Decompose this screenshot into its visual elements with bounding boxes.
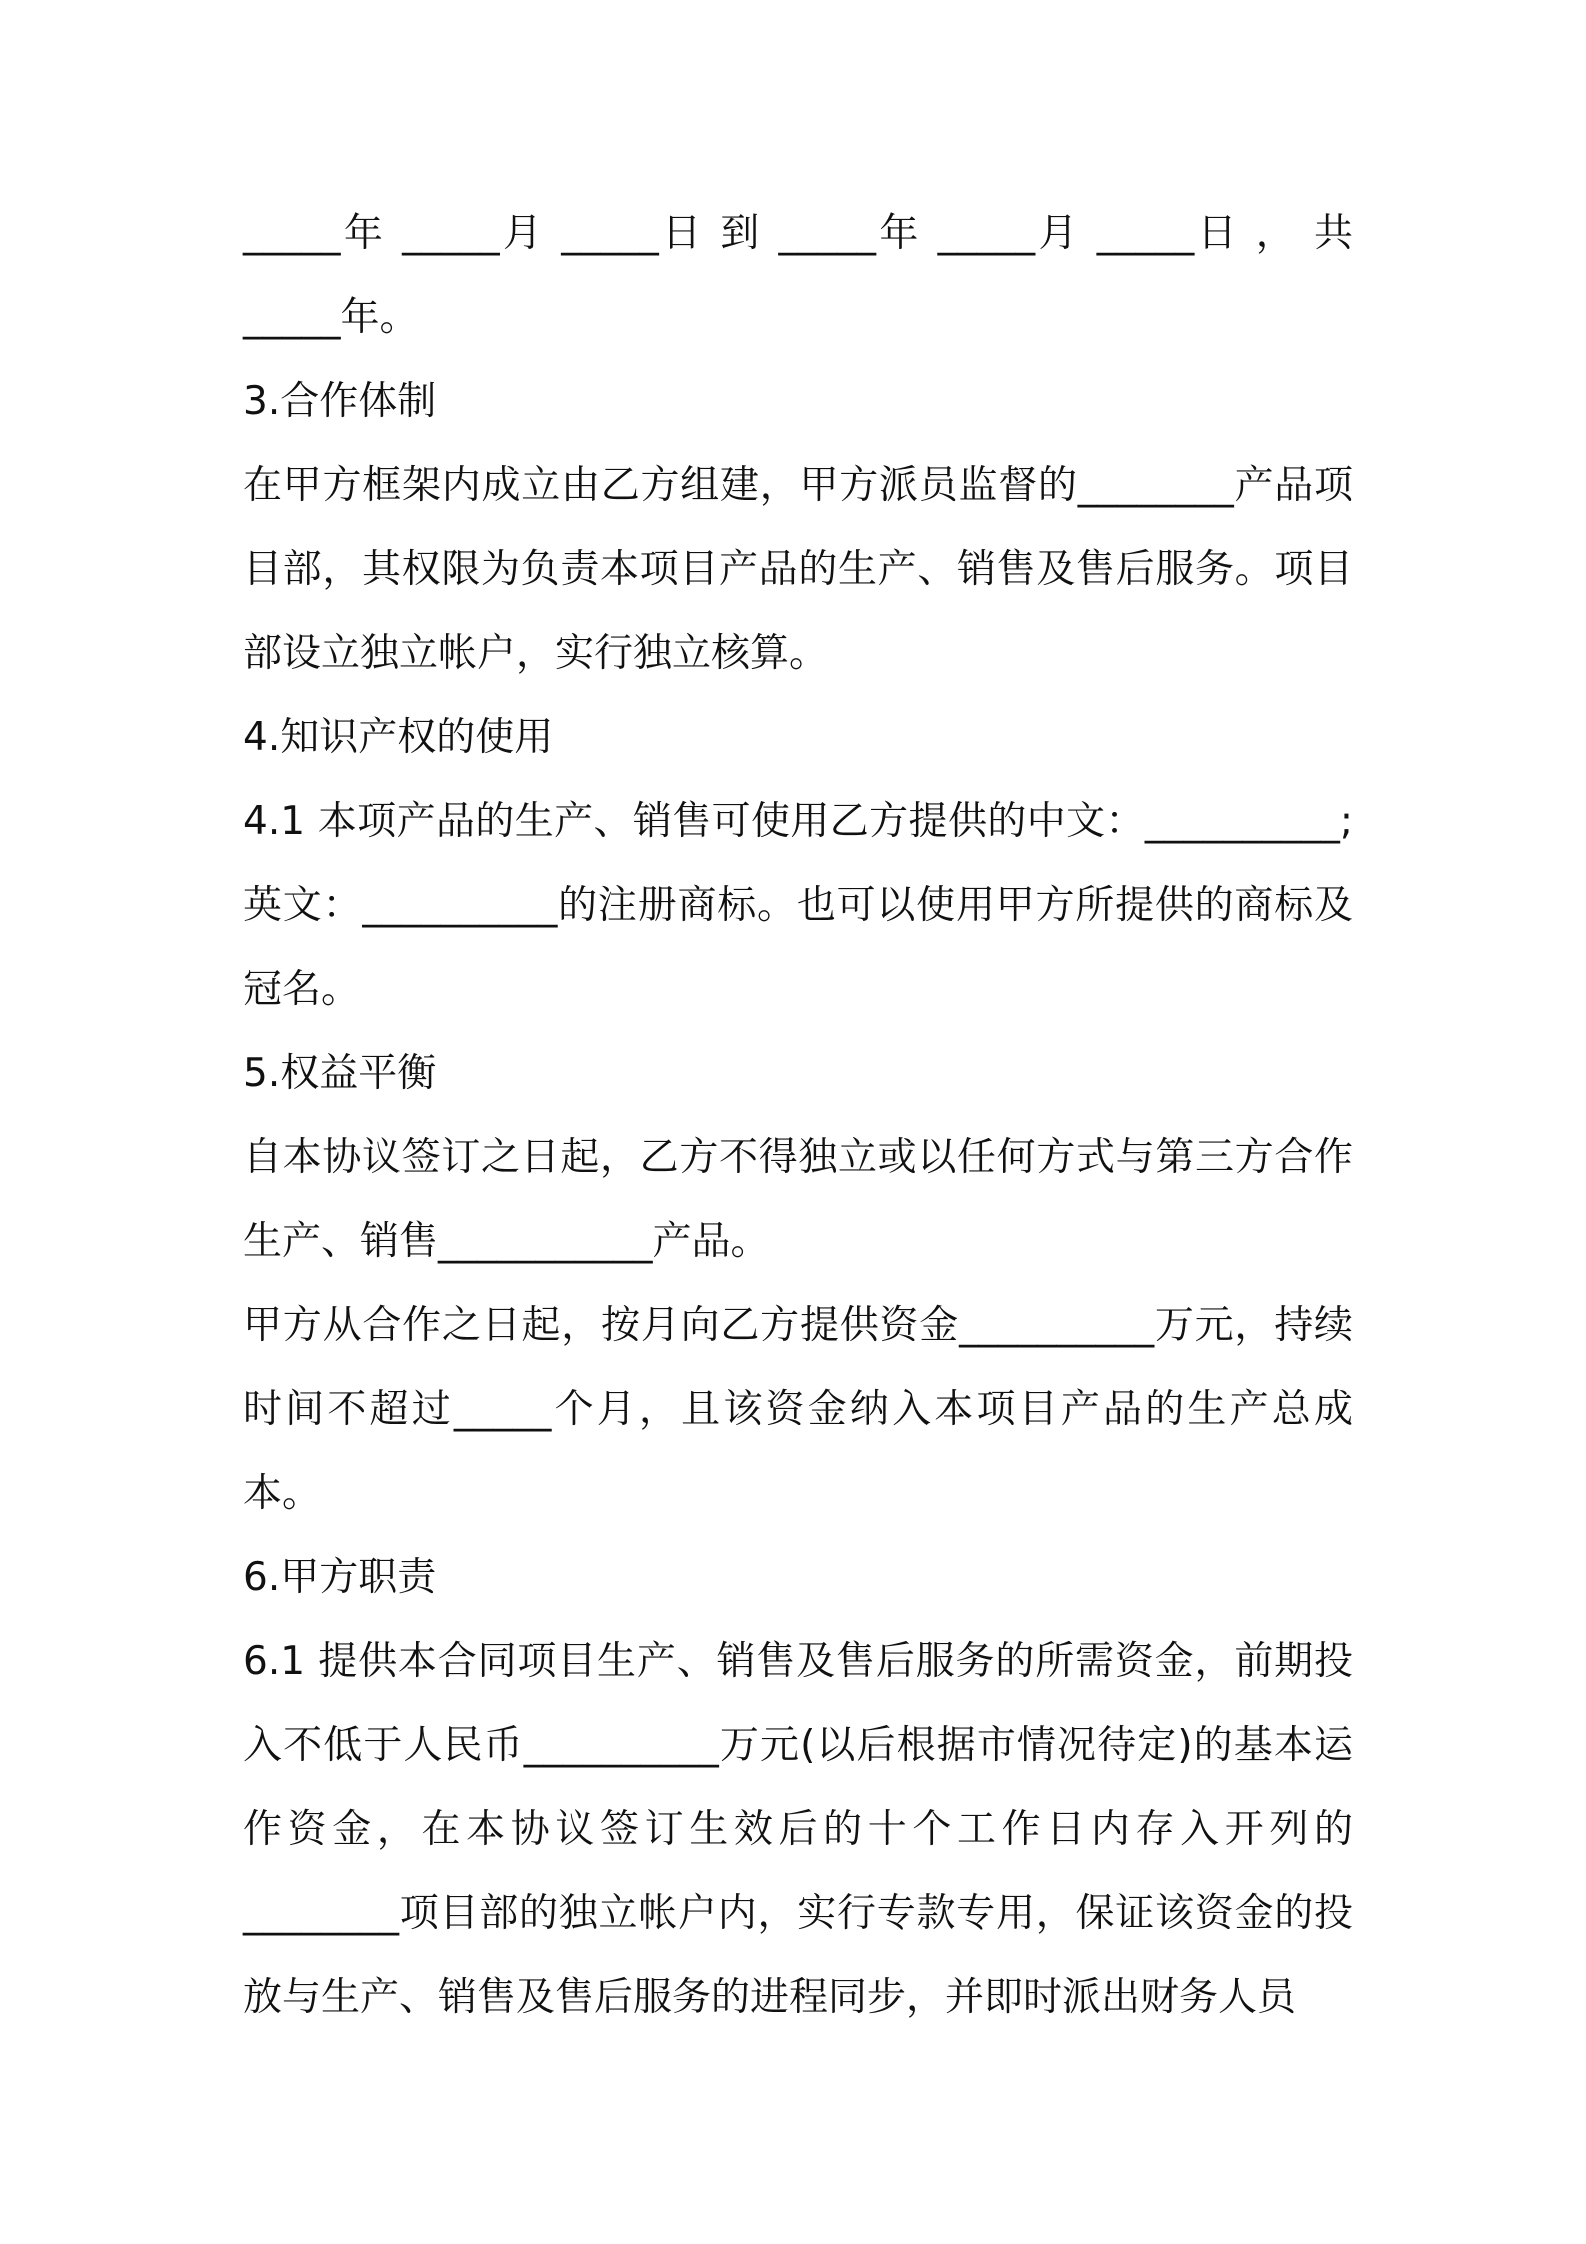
section-5-body-2: 甲方从合作之日起，按月向乙方提供资金__________万元，持续时间不超过_____个月，且该资金纳入本项目产品的生产总成本。 — [243, 1303, 1353, 1516]
section-3-heading: 3.合作体制 — [243, 379, 437, 424]
duration-line: _____年。 — [243, 295, 419, 340]
section-4-body: 4.1 本项产品的生产、销售可使用乙方提供的中文：__________;英文：__________的注册商标。也可以使用甲方所提供的商标及冠名。 — [243, 799, 1353, 1012]
section-4-heading: 4.知识产权的使用 — [243, 715, 554, 760]
document-body — [243, 192, 1353, 2040]
section-6-heading: 6.甲方职责 — [243, 1555, 437, 1600]
section-5-heading: 5.权益平衡 — [243, 1051, 437, 1096]
section-6-body: 6.1 提供本合同项目生产、销售及售后服务的所需资金，前期投入不低于人民币__________万元(以后根据市情况待定)的基本运作资金，在本协议签订生效后的十个工作日内存入开列的________项目部的独立帐户内，实行专款专用，保证该资金的投放与生产、销售及售后服务的进程同步，并即时派出财务人员 — [243, 1639, 1353, 2020]
section-5-body-1: 自本协议签订之日起，乙方不得独立或以任何方式与第三方合作生产、销售___________产品。 — [243, 1135, 1353, 1264]
section-3-body: 在甲方框架内成立由乙方组建，甲方派员监督的________产品项目部，其权限为负责本项目产品的生产、销售及售后服务。项目部设立独立帐户，实行独立核算。 — [243, 463, 1353, 676]
date-range-line: _____年 _____月 _____日 到 _____年 _____月 _____日 ， 共 — [243, 211, 1353, 256]
